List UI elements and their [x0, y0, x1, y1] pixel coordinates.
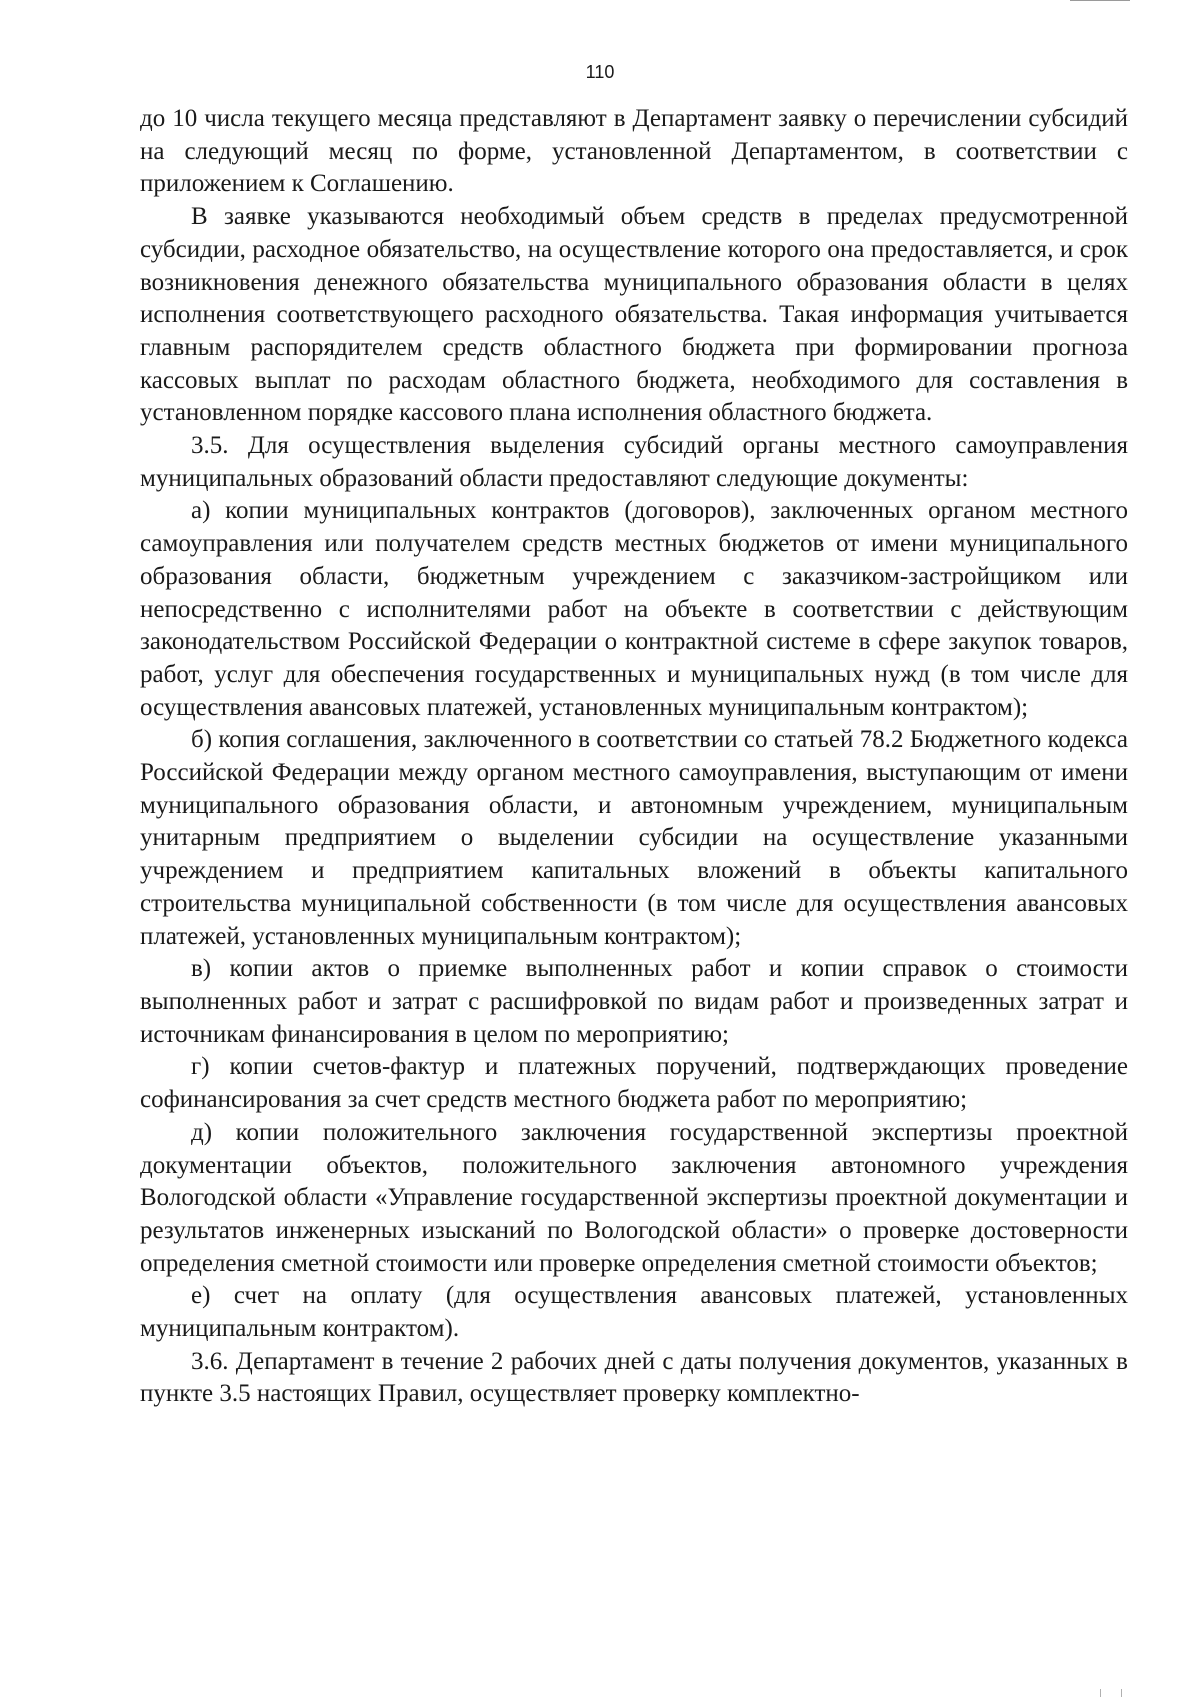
scan-edge-mark-top	[1070, 0, 1130, 4]
paragraph-application-details: В заявке указываются необходимый объем средств в пределах предусмотренной субсидии, расходное обязательство, на осуществление которого она предоставляется, и срок возникновения денежного обязательства муниципального образования области в целях исполнения соответствующего расходного обязательства. Такая информация учитывается главным распорядителем средств областного бюджета при формировании прогноза кассовых выплат по расходам областного бюджета, необходимого для составления в установленном порядке кассового плана исполнения областного бюджета.	[140, 203, 1128, 427]
list-item-d: д) копии положительного заключения государственной экспертизы проектной документации объектов, положительного заключения автономного учреждения Вологодской области «Управление государственной экспертизы проектной документации и результатов инженерных изысканий по Вологодской области» о проверке достоверности определения сметной стоимости или проверке определения сметной стоимости объектов;	[140, 1118, 1128, 1277]
page-number: 110	[585, 62, 615, 82]
paragraph-clause-3-6: 3.6. Департамент в течение 2 рабочих дней с даты получения документов, указанных в пункте 3.5 настоящих Правил, осуществляет проверку комплектно-	[140, 1347, 1128, 1408]
list-item-a: а) копии муниципальных контрактов (договоров), заключенных органом местного самоуправления или получателем средств местных бюджетов от имени муниципального образования области, бюджетным учреждением с заказчиком-застройщиком или непосредственно с исполнителями работ на объекте в соответствии с действующим законодательством Российской Федерации о контрактной системе в сфере закупок товаров, работ, услуг для обеспечения государственных и муниципальных нужд (в том числе для осуществления авансовых платежей, установленных муниципальным контрактом);	[140, 497, 1128, 721]
list-item-g: г) копии счетов-фактур и платежных поручений, подтверждающих проведение софинансирования за счет средств местного бюджета работ по мероприятию;	[140, 1053, 1128, 1114]
document-body	[140, 103, 1128, 1411]
list-item-e: е) счет на оплату (для осуществления авансовых платежей, установленных муниципальным контрактом).	[140, 1282, 1128, 1343]
paragraph-clause-3-5: 3.5. Для осуществления выделения субсидий органы местного самоуправления муниципальных образований области предоставляют следующие документы:	[140, 432, 1128, 492]
paragraph-continuation: до 10 числа текущего месяца представляют в Департамент заявку о перечислении субсидий на следующий месяц по форме, установленной Департаментом, в соответствии с приложением к Соглашению.	[140, 105, 1128, 198]
scan-edge-mark-bottom	[1100, 1689, 1122, 1697]
list-item-b: б) копия соглашения, заключенного в соответствии со статьей 78.2 Бюджетного кодекса Российской Федерации между органом местного самоуправления, выступающим от имени муниципального образования области, и автономным учреждением, муниципальным унитарным предприятием о выделении субсидии на осуществление указанными учреждением и предприятием капитальных вложений в объекты капитального строительства муниципальной собственности (в том числе для осуществления авансовых платежей, установленных муниципальным контрактом);	[140, 726, 1128, 950]
list-item-v: в) копии актов о приемке выполненных работ и копии справок о стоимости выполненных работ и затрат с расшифровкой по видам работ и произведенных затрат и источникам финансирования в целом по мероприятию;	[140, 955, 1128, 1048]
